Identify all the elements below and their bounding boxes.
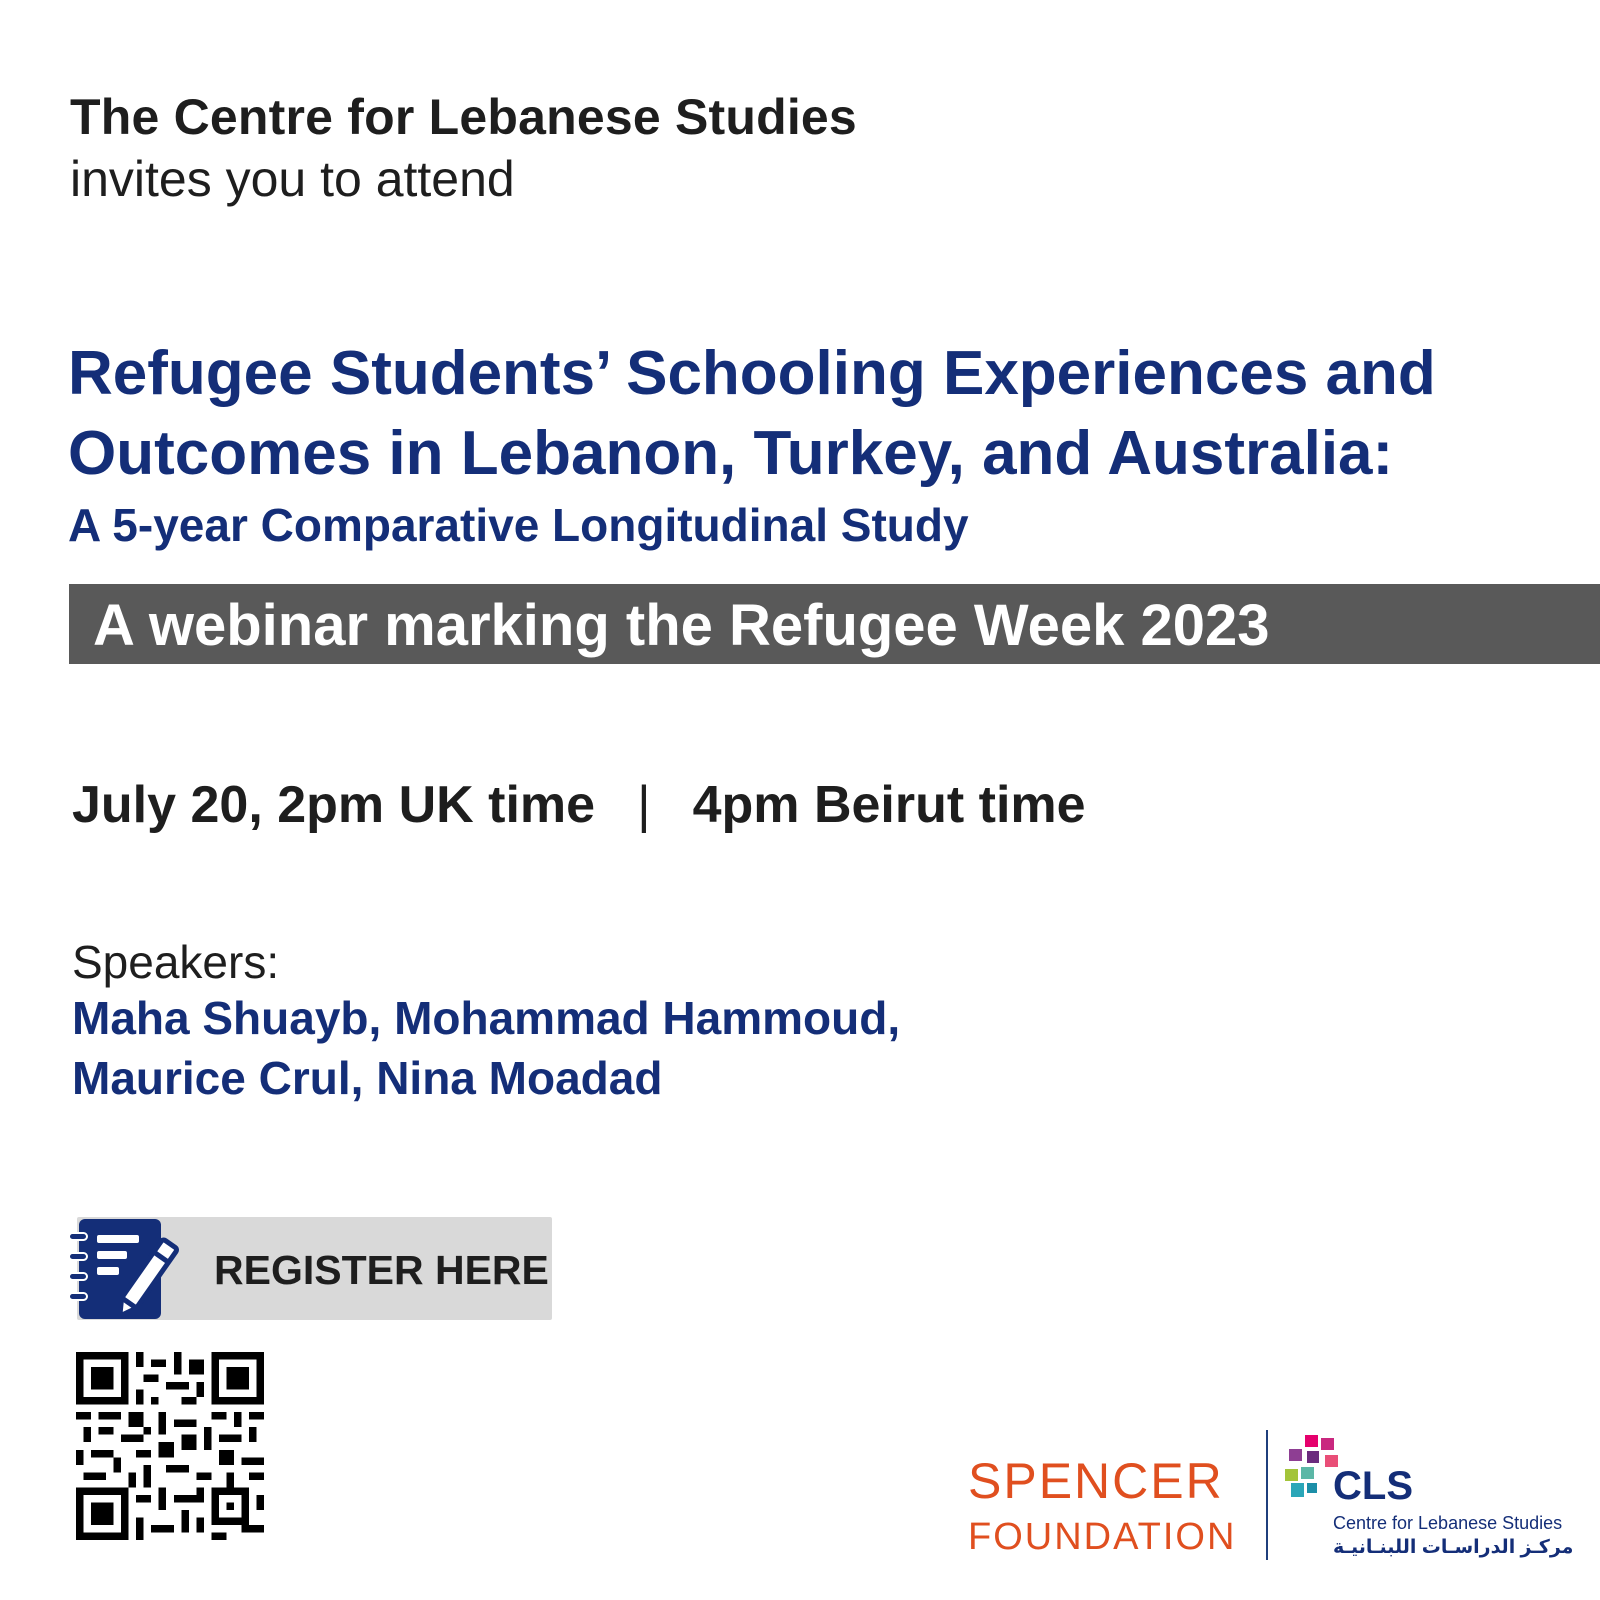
speakers-line1: Maha Shuayb, Mohammad Hammoud, bbox=[72, 992, 901, 1044]
event-title bbox=[68, 334, 1436, 494]
event-title-line2: Outcomes in Lebanon, Turkey, and Australia: bbox=[68, 419, 1394, 488]
webinar-banner-text: A webinar marking the Refugee Week 2023 bbox=[93, 593, 1270, 658]
organization-name: The Centre for Lebanese Studies bbox=[70, 89, 857, 145]
spencer-foundation-logo bbox=[968, 1452, 1236, 1560]
cls-logo-text: CLS bbox=[1333, 1464, 1413, 1508]
speakers-list bbox=[72, 988, 900, 1108]
event-subtitle: A 5-year Comparative Longitudinal Study bbox=[68, 499, 969, 551]
invitation-text: invites you to attend bbox=[70, 151, 515, 207]
cls-full-name: Centre for Lebanese Studies bbox=[1333, 1513, 1563, 1533]
speakers-line2: Maurice Crul, Nina Moadad bbox=[72, 1052, 663, 1104]
register-button[interactable] bbox=[77, 1217, 552, 1320]
notebook-pen-icon bbox=[67, 1217, 187, 1321]
event-datetime bbox=[72, 775, 1086, 835]
cls-arabic-name: مركـز الدراسـات اللبنـانيـة bbox=[1333, 1537, 1574, 1558]
logo-divider bbox=[1266, 1430, 1268, 1560]
time-separator: | bbox=[637, 776, 651, 834]
time-beirut: 4pm Beirut time bbox=[692, 776, 1086, 834]
qr-code-icon[interactable] bbox=[76, 1352, 264, 1540]
spencer-logo-line1: SPENCER bbox=[968, 1453, 1224, 1509]
register-label: REGISTER HERE bbox=[214, 1247, 549, 1293]
spencer-logo-line2: FOUNDATION bbox=[968, 1516, 1237, 1558]
date-uk: July 20, 2pm UK time bbox=[72, 776, 596, 834]
webinar-banner bbox=[69, 584, 1600, 664]
event-title-line1: Refugee Students’ Schooling Experiences and bbox=[68, 339, 1436, 408]
speakers-label: Speakers: bbox=[72, 936, 280, 988]
